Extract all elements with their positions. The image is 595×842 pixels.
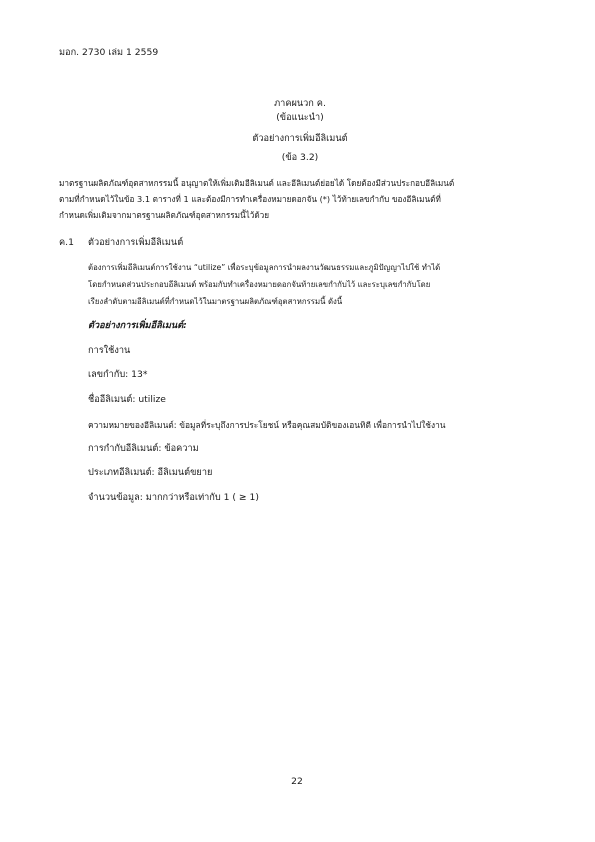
annex-title: ภาคผนวก ค. (274, 98, 326, 109)
example-item-number: เลขกำกับ: 13* (88, 369, 148, 380)
intro-line-2: ตามที่กำหนดไว้ในข้อ 3.1 ตารางที่ 1 และต้องมีการทำเครื่องหมายดอกจัน (*) ไว้ท้ายเลขกำกับ ของอีลิเมนต์ที่ (59, 194, 441, 204)
example-item-count: จำนวนข้อมูล: มากกว่าหรือเท่ากับ 1 ( ≥ 1) (88, 492, 259, 503)
example-item-name: ชื่ออีลิเมนต์: utilize (88, 394, 166, 405)
intro-line-1: มาตรฐานผลิตภัณฑ์อุตสาหกรรมนี้ อนุญาตให้เพิ่มเติมอีลิเมนต์ และอีลิเมนต์ย่อยได้ โดยต้องมีส่วนประกอบอีลิเมนต์ (59, 178, 455, 188)
section-body-line-1: ต้องการเพิ่มอีลิเมนต์การใช้งาน “utilize” เพื่อระบุข้อมูลการนำผลงานวัฒนธรรมและภูมิปัญญาไปใช้ ทำได้ (88, 263, 441, 272)
standard-reference: มอก. 2730 เล่ม 1 2559 (59, 47, 159, 58)
example-heading: ตัวอย่างการเพิ่มอีลิเมนต์: (88, 320, 187, 331)
section-body-line-3: เรียงลำดับตามอีลิเมนต์ที่กำหนดไว้ในมาตรฐานผลิตภัณฑ์อุตสาหกรรมนี้ ดังนี้ (88, 297, 343, 306)
page-number: 22 (291, 776, 303, 787)
annex-subtitle: (ข้อแนะนำ) (276, 112, 324, 123)
example-item-label: การกำกับอีลิเมนต์: ข้อความ (88, 443, 199, 454)
intro-line-3: กำหนดเพิ่มเติมจากมาตรฐานผลิตภัณฑ์อุตสาหกรรมนี้ไว้ด้วย (59, 210, 270, 220)
annex-heading: ตัวอย่างการเพิ่มอีลิเมนต์ (252, 133, 348, 144)
section-number: ค.1 (59, 237, 74, 248)
annex-clause-reference: (ข้อ 3.2) (281, 152, 319, 163)
section-body-line-2: โดยกำหนดส่วนประกอบอีลิเมนต์ พร้อมกับทำเครื่องหมายดอกจันท้ายเลขกำกับไว้ และระบุเลขกำกับโดย (88, 280, 431, 289)
section-title: ตัวอย่างการเพิ่มอีลิเมนต์ (88, 237, 184, 248)
example-item-usage: การใช้งาน (88, 345, 131, 356)
example-item-meaning: ความหมายของอีลิเมนต์: ข้อมูลที่ระบุถึงการประโยชน์ หรือคุณสมบัติของเอนทิตี เพื่อการนำไปใช้งาน (88, 420, 446, 430)
example-item-type: ประเภทอีลิเมนต์: อีลิเมนต์ขยาย (88, 467, 213, 478)
